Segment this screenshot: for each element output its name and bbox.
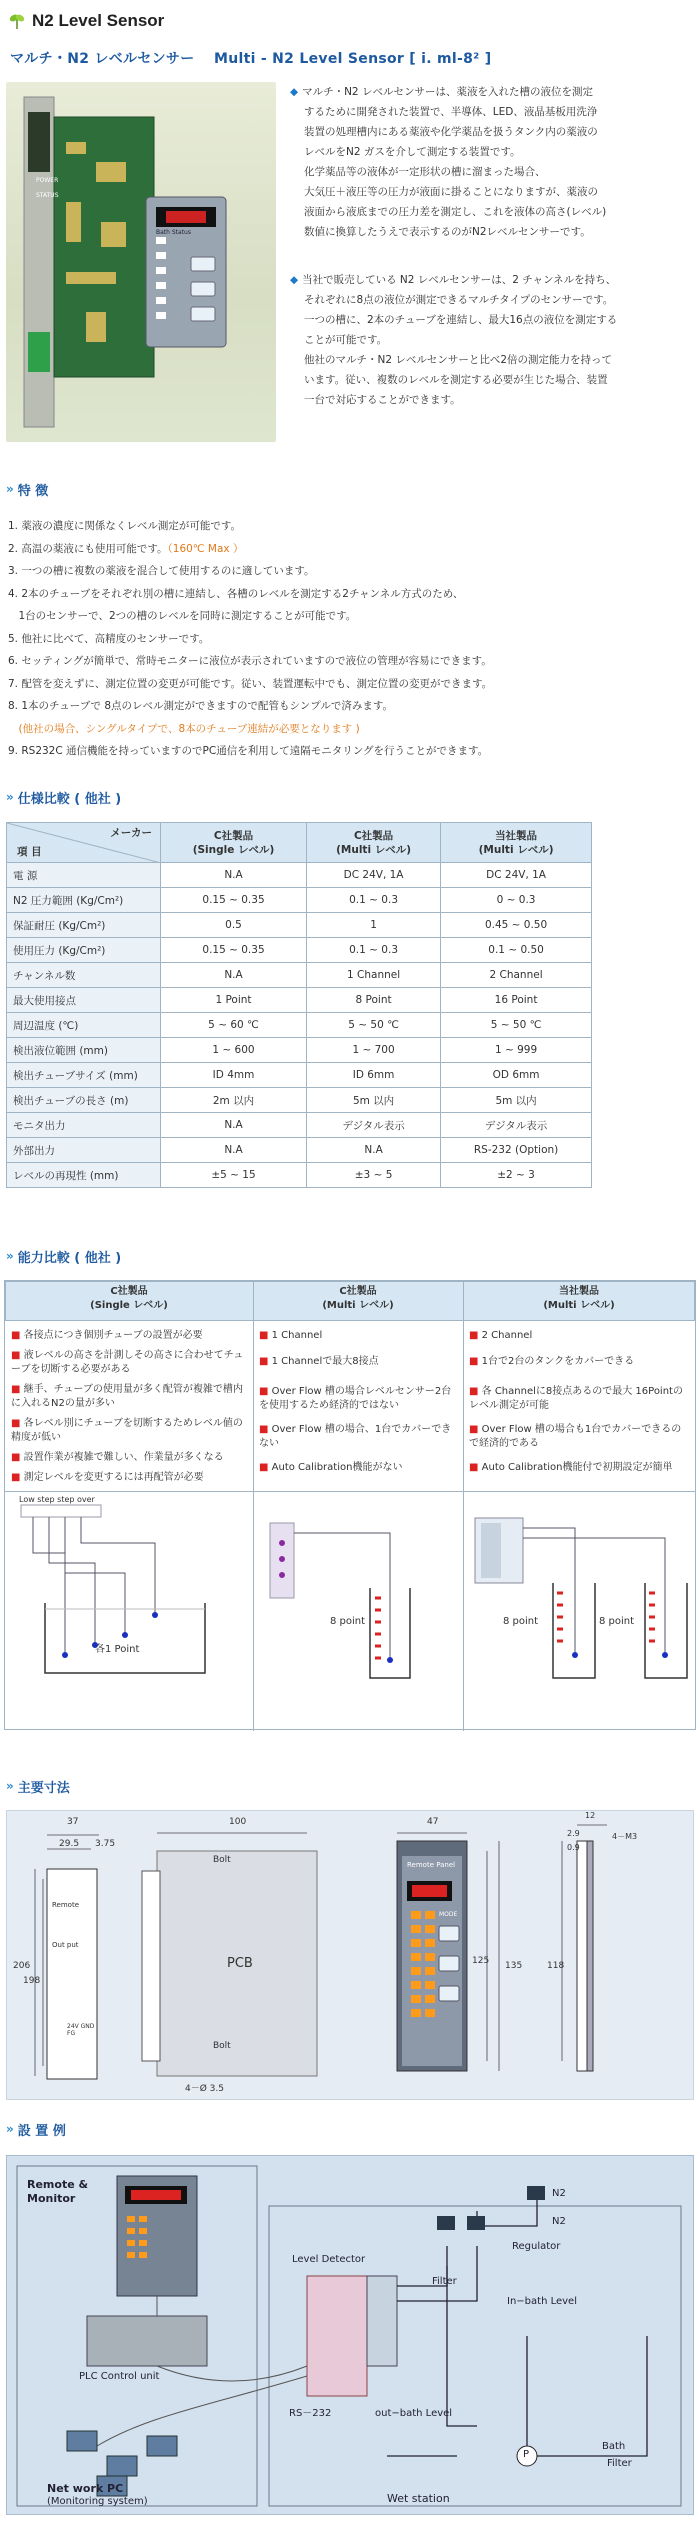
dimension-label: Remote [52, 1901, 80, 1909]
list-item: 6. セッティングが簡単で、常時モニターに液位が表示されていますので液位の管理が容易にできます。 [8, 655, 492, 667]
list-item: ■ Auto Calibration機能付で初期設定が簡単 [469, 1462, 673, 1473]
diagram-multi-ours [475, 1518, 687, 1678]
dimension-label: Bolt [213, 1855, 231, 1865]
table-row: 周辺温度 (℃) 5 ~ 60 ℃ 5 ~ 50 ℃ 5 ~ 50 ℃ [7, 1013, 592, 1038]
table-row: N2 圧力範囲 (Kg/Cm²) 0.15 ~ 0.35 0.1 ~ 0.3 0 ~ 0.3 [7, 888, 592, 913]
dimension-label: 198 [23, 1976, 41, 1986]
list-item: ■ 継手、チューブの使用量が多く配管が複雑で槽内に入れるN2の量が多い [11, 1384, 243, 1409]
section-dimensions-heading: » 主要寸法 [6, 1779, 70, 1796]
section-install-heading: » 設 置 例 [6, 2122, 66, 2139]
page-title: N2 Level Sensor [32, 11, 165, 30]
table-row: 外部出力 N.A N.A RS-232 (Option) [7, 1138, 592, 1163]
table-header-row [7, 823, 592, 863]
red-square-icon: ■ [259, 1424, 269, 1435]
diagram-label: Regulator [512, 2241, 561, 2252]
dimension-label: 2.9 [567, 1829, 580, 1838]
red-square-icon: ■ [469, 1386, 479, 1397]
intro-line: 大気圧＋液圧等の圧力が液面に掛ることになりますが、薬液の [304, 186, 598, 198]
list-item: 8. 1本のチューブで 8点のレベル測定ができますので配管もシンプルで済みます。 [8, 700, 394, 712]
dimension-label: 47 [427, 1817, 439, 1827]
list-item: ■ Over Flow 槽の場合レベルセンサー2台を使用するため経済的ではない [259, 1386, 452, 1411]
double-arrow-icon: » [6, 1779, 14, 1793]
intro-line: 化学薬品等の液体が一定形状の槽に溜まった場合、 [304, 166, 546, 178]
diagram-label: Level Detector [292, 2254, 366, 2265]
table-row: 使用圧力 (Kg/Cm²) 0.15 ~ 0.35 0.1 ~ 0.3 0.1 ~ 0.50 [7, 938, 592, 963]
list-item: ■ 液レベルの高さを計測しその高さに合わせてチューブを切断する必要がある [11, 1350, 244, 1375]
diagram-label: 各1 Point [95, 1644, 140, 1655]
diagram-label: N2 [552, 2216, 566, 2227]
red-square-icon: ■ [259, 1330, 269, 1341]
row-divider [5, 1491, 695, 1492]
diagram-label: 8 point [599, 1616, 635, 1627]
intro-line: 一台で対応することができます。 [304, 394, 461, 406]
column-header: 当社製品 (Multi レベル) [543, 1286, 615, 1311]
capability-list-c [469, 1329, 691, 1475]
intro-line: レベルをN2 ガスを介して測定する装置です。 [304, 146, 521, 158]
table-row: 最大使用接点 1 Point 8 Point 16 Point [7, 988, 592, 1013]
table-row: レベルの再現性 (mm) ±5 ~ 15 ±3 ~ 5 ±2 ~ 3 [7, 1163, 592, 1188]
diagram-label: In−bath Level [507, 2296, 577, 2307]
diagram-label: Low step step over [19, 1495, 95, 1504]
section-features-heading: » 特 徴 [6, 482, 49, 499]
red-square-icon: ■ [11, 1472, 21, 1483]
intro-line: 他社のマルチ・N2 レベルセンサーと比べ2倍の測定能力を持って [304, 354, 613, 366]
intro-line: 数値に換算したうえで表示するのがN2レベルセンサーです。 [304, 226, 591, 238]
list-item: 2. 高温の薬液にも使用可能です。（160℃ Max ） [8, 542, 244, 555]
column-header: C社製品 (Multi レベル) [307, 823, 441, 863]
dimension-label: 29.5 [59, 1839, 80, 1849]
diagram-label: out−bath Level [375, 2408, 453, 2419]
section-capability-heading: » 能力比較 ( 他社 ) [6, 1249, 122, 1266]
table-row: 検出チューブサイズ (mm) ID 4mm ID 6mm OD 6mm [7, 1063, 592, 1088]
list-item: ■ Auto Calibration機能がない [259, 1462, 403, 1473]
leaf-icon [8, 12, 26, 30]
dimension-label: MODE [439, 1911, 458, 1918]
dimension-label: 4－M3 [612, 1832, 638, 1841]
list-item: ■ 1台で2台のタンクをカバーできる [469, 1356, 635, 1367]
double-arrow-icon: » [6, 482, 14, 496]
red-square-icon: ■ [259, 1462, 269, 1473]
corner-header: メーカー 項 目 [7, 823, 161, 863]
dimension-label: 125 [472, 1956, 490, 1966]
diagram-label: Bath [602, 2441, 626, 2452]
intro-line: ◆ 当社で販売している N2 レベルセンサーは、2 チャンネルを持ち、 [290, 274, 617, 286]
features-list [8, 515, 688, 763]
capability-table [4, 1280, 696, 1730]
dimension-label: 206 [13, 1961, 31, 1971]
list-item: 1. 薬液の濃度に関係なくレベル測定が可能です。 [8, 520, 242, 532]
spec-table [6, 822, 592, 1188]
dimension-label: 4－Ø 3.5 [185, 2084, 224, 2094]
intro-line: 液面から液底までの圧力差を測定し、これを液体の高さ(レベル) [304, 206, 607, 218]
diagram-label: PLC Control unit [79, 2371, 160, 2382]
section-spec-heading: » 仕様比較 ( 他社 ) [6, 790, 122, 807]
table-row: 検出液位範囲 (mm) 1 ~ 600 1 ~ 700 1 ~ 999 [7, 1038, 592, 1063]
diagram-label: Monitor [27, 2192, 76, 2205]
dimension-label: 37 [67, 1817, 79, 1827]
list-item: 3. 一つの槽に複数の薬液を混合して使用するのに適しています。 [8, 565, 315, 577]
red-square-icon: ■ [259, 1386, 269, 1397]
list-item: ■ 1 Channel [259, 1330, 323, 1341]
dimension-label: Out put [52, 1941, 79, 1949]
red-square-icon: ■ [259, 1356, 269, 1367]
double-arrow-icon: » [6, 790, 14, 804]
dimension-label: 12 [585, 1811, 596, 1820]
diagram-multi-competitor [270, 1523, 410, 1678]
dimension-label: 0.9 [567, 1843, 580, 1852]
red-square-icon: ■ [11, 1452, 21, 1463]
red-square-icon: ■ [11, 1418, 21, 1429]
dimension-label: 135 [505, 1961, 523, 1971]
capability-list-a [11, 1329, 249, 1485]
intro-line: 装置の処理槽内にある薬液や化学薬品を扱うタンク内の薬液の [304, 126, 598, 138]
intro-line: 一つの槽に、2本のチューブを連結し、最大16点の液位を測定する [304, 314, 618, 326]
red-square-icon: ■ [11, 1350, 21, 1361]
list-item: 9. RS232C 通信機能を持っていますのでPC通信を利用して遠隔モニタリングを行うことができます。 [8, 745, 489, 757]
list-item: 5. 他社に比べて、高精度のセンサーです。 [8, 632, 210, 645]
list-item: 4. 2本のチューブをそれぞれ別の槽に連結し、各槽のレベルを測定する2チャンネル方式のため、 [8, 587, 464, 600]
dimension-label: 118 [547, 1961, 565, 1971]
diagram-label: Net work PC [47, 2482, 124, 2495]
double-arrow-icon: » [6, 2122, 14, 2136]
table-row: 検出チューブの長さ (m) 2m 以内 5m 以内 5m 以内 [7, 1088, 592, 1113]
red-square-icon: ■ [11, 1384, 21, 1395]
power-label: POWER [36, 177, 59, 184]
capability-diagrams [5, 1493, 695, 1729]
page-header [8, 10, 164, 32]
table-row: チャンネル数 N.A 1 Channel 2 Channel [7, 963, 592, 988]
installation-diagram [6, 2155, 694, 2515]
diagram-label: Filter [607, 2458, 632, 2469]
column-header: C社製品 (Single レベル) [161, 823, 307, 863]
monitor-label: Bath Status [156, 229, 191, 236]
list-item: ■ 1 Channelで最大8接点 [259, 1356, 379, 1367]
diagram-label: Filter [432, 2276, 457, 2287]
intro-paragraph-1 [290, 82, 690, 242]
intro-line: います。従い、複数のレベルを測定する必要が生じた場合、装置 [304, 374, 608, 386]
list-item: ■ 各 Channelに8接点あるので最大 16Pointのレベル測定が可能 [469, 1386, 683, 1411]
diagram-label: N2 [552, 2188, 566, 2199]
intro-line: するために開発された装置で、半導体、LED、液晶基板用洗浄 [304, 106, 598, 118]
diamond-bullet-icon: ◆ [290, 86, 299, 98]
column-header: C社製品 (Single レベル) [90, 1286, 168, 1311]
status-label: STATUS [36, 192, 59, 199]
diagram-label: Wet station [387, 2492, 450, 2505]
red-square-icon: ■ [11, 1330, 21, 1341]
list-item: 7. 配管を変えずに、測定位置の変更が可能です。従い、装置運転中でも、測定位置の変更ができます。 [8, 677, 493, 690]
dimension-label: 3.75 [95, 1839, 116, 1849]
diamond-bullet-icon: ◆ [290, 274, 299, 286]
column-header: 当社製品 (Multi レベル) [441, 823, 592, 863]
red-square-icon: ■ [469, 1424, 479, 1435]
table-row: モニタ出力 N.A デジタル表示 デジタル表示 [7, 1113, 592, 1138]
table-row: 保証耐圧 (Kg/Cm²) 0.5 1 0.45 ~ 0.50 [7, 913, 592, 938]
diagram-label: Remote & [27, 2178, 89, 2191]
double-arrow-icon: » [6, 1249, 14, 1263]
list-item: ■ 設置作業が複雑で難しい、作業量が多くなる [11, 1452, 224, 1463]
intro-paragraph-2 [290, 270, 690, 410]
diagram-label: 8 point [330, 1616, 366, 1627]
dimension-label: 24V GND FG [67, 2023, 95, 2037]
intro-line: ◆ マルチ・N2 レベルセンサーは、薬液を入れた槽の液位を測定 [290, 86, 593, 98]
diagram-label: RS－232 [289, 2408, 332, 2419]
list-item: ■ Over Flow 槽の場合、1台でカバーできない [259, 1424, 452, 1449]
list-item: ■ Over Flow 槽の場合も1台でカバーできるので経済的である [469, 1424, 682, 1449]
dimension-label: Remote Panel [407, 1861, 456, 1869]
list-item: ■ 各接点につき個別チューブの設置が必要 [11, 1330, 203, 1341]
red-square-icon: ■ [469, 1462, 479, 1473]
dimension-label: Bolt [213, 2041, 231, 2051]
diagram-label: (Monitoring system) [47, 2496, 148, 2507]
column-header: C社製品 (Multi レベル) [322, 1286, 394, 1311]
intro-line: ことが可能です。 [304, 334, 388, 346]
list-item: ■ 2 Channel [469, 1330, 533, 1341]
dimension-label: 100 [229, 1817, 247, 1827]
list-item: (他社の場合、シングルタイプで、8本のチューブ連結が必要となります ) [8, 722, 360, 735]
dimension-label: PCB [227, 1956, 253, 1971]
product-photo [6, 82, 276, 442]
capability-list-b [259, 1329, 459, 1475]
page-subtitle: マルチ・N2 レベルセンサー Multi - N2 Level Sensor [ i. ml-8² ] [10, 51, 492, 67]
list-item: ■ 各レベル別にチューブを切断するためレベル値の精度が低い [11, 1418, 243, 1443]
dimensions-drawing [6, 1810, 694, 2100]
pump-icon: P [523, 2449, 530, 2460]
list-item: ■ 測定レベルを変更するには再配管が必要 [11, 1472, 204, 1483]
red-square-icon: ■ [469, 1330, 479, 1341]
red-square-icon: ■ [469, 1356, 479, 1367]
table-row: 電 源 N.A DC 24V, 1A DC 24V, 1A [7, 863, 592, 888]
intro-line: それぞれに8点の液位が測定できるマルチタイプのセンサーです。 [304, 294, 614, 306]
diagram-label: 8 point [503, 1616, 539, 1627]
list-item: 1台のセンサーで、2つの槽のレベルを同時に測定することが可能です。 [8, 610, 357, 622]
